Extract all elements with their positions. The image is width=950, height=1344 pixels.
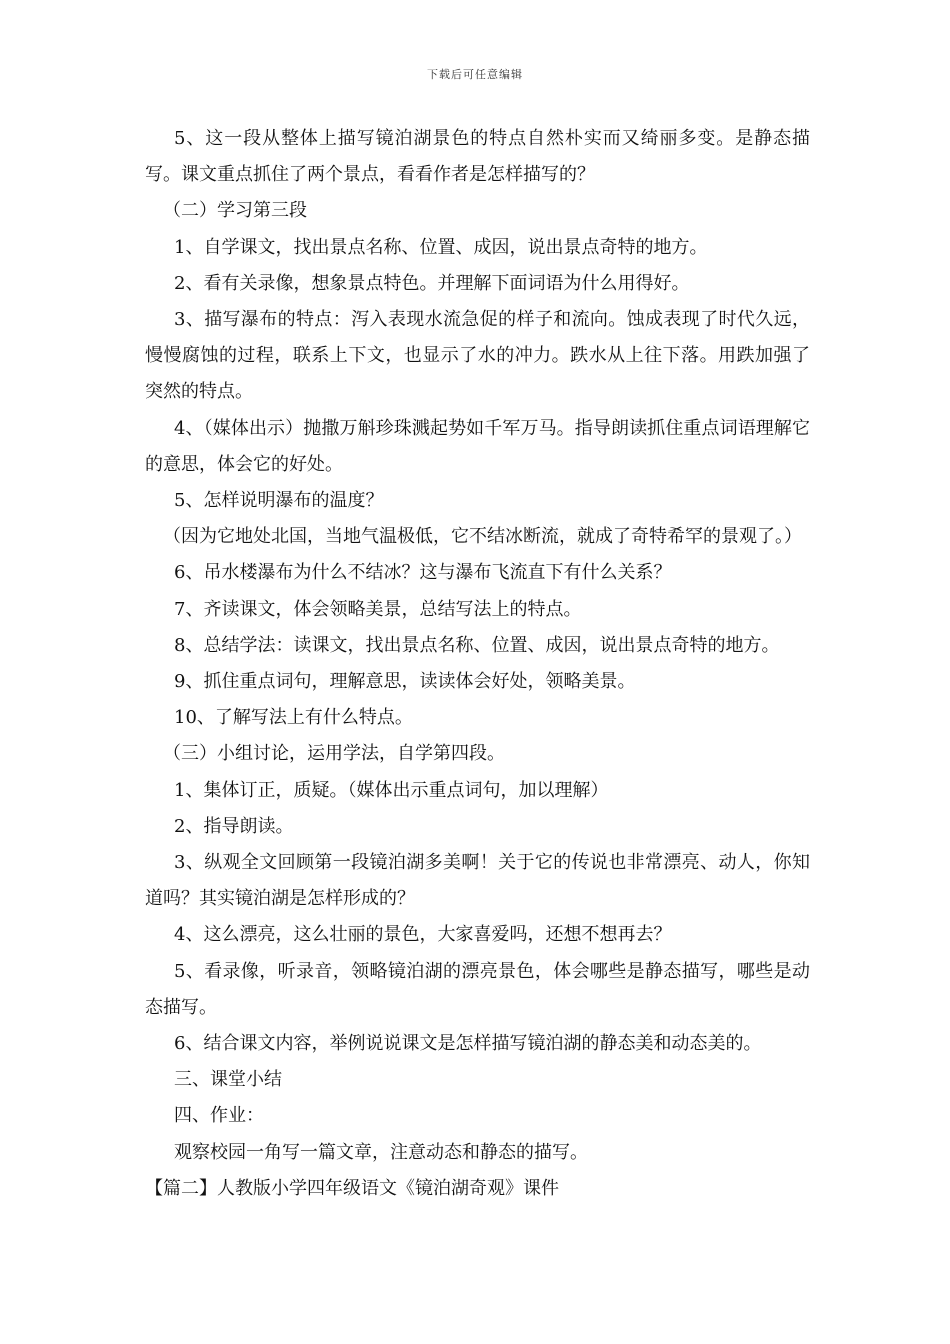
paragraph-9-key-words: 9、抓住重点词句，理解意思，读读体会好处，领略美景。 [174, 671, 636, 693]
document-body [145, 121, 810, 1207]
paragraph-3-review: 3、纵观全文回顾第一段镜泊湖多美啊！关于它的传说也非常漂亮、动人，你知道吗？其实镜泊湖是怎样形成的？ [145, 852, 810, 910]
paragraph-1-self-study: 1、自学课文，找出景点名称、位置、成因，说出景点奇特的地方。 [174, 236, 708, 258]
paragraph-6-examples: 6、结合课文内容，举例说说课文是怎样描写镜泊湖的静态美和动态美的。 [174, 1033, 762, 1055]
paragraph-answer: （因为它地处北国，当地气温极低，它不结冰断流，就成了奇特希罕的景观了。） [163, 526, 802, 548]
section-heading-2: （二）学习第三段 [163, 200, 307, 222]
paragraph-6-question: 6、吊水楼瀑布为什么不结冰？这与瀑布飞流直下有什么关系？ [174, 562, 672, 584]
section-heading-summary: 三、课堂小结 [174, 1069, 282, 1091]
paragraph-5-video: 5、看录像，听录音，领略镜泊湖的漂亮景色，体会哪些是静态描写，哪些是动态描写。 [145, 960, 810, 1018]
paragraph-3-waterfall: 3、描写瀑布的特点：泻入表现水流急促的样子和流向。蚀成表现了时代久远，慢慢腐蚀的过程，联系上下文，也显示了水的冲力。跌水从上往下落。用跌加强了突然的特点。 [145, 309, 810, 403]
paragraph-4-media: 4、（媒体出示）抛撒万斛珍珠溅起势如千军万马。指导朗读抓住重点词语理解它的意思，体会它的好处。 [145, 417, 810, 475]
paragraph-7-read: 7、齐读课文，体会领略美景，总结写法上的特点。 [174, 598, 582, 620]
paragraph-10-writing: 10、了解写法上有什么特点。 [174, 707, 413, 729]
paragraph-5-overview: 5、这一段从整体上描写镜泊湖景色的特点自然朴实而又绮丽多变。是静态描写。课文重点抓住了两个景点，看看作者是怎样描写的？ [145, 128, 810, 186]
paragraph-8-summary: 8、总结学法：读课文，找出景点名称、位置、成因，说出景点奇特的地方。 [174, 634, 780, 656]
page-header-note: 下载后可任意编辑 [427, 68, 523, 81]
paragraph-5-temperature: 5、怎样说明瀑布的温度？ [174, 490, 384, 512]
paragraph-2-video: 2、看有关录像，想象景点特色。并理解下面词语为什么用得好。 [174, 272, 690, 294]
chapter-title-part-2: 【篇二】人教版小学四年级语文《镜泊湖奇观》课件 [145, 1177, 559, 1199]
paragraph-homework-task: 观察校园一角写一篇文章，注意动态和静态的描写。 [174, 1141, 588, 1163]
paragraph-1-correction: 1、集体订正，质疑。（媒体出示重点词句，加以理解） [174, 779, 609, 801]
paragraph-4-scenery: 4、这么漂亮，这么壮丽的景色，大家喜爱吗，还想不想再去？ [174, 924, 672, 946]
paragraph-2-reading: 2、指导朗读。 [174, 815, 294, 837]
section-heading-homework: 四、作业： [174, 1105, 264, 1127]
section-heading-3: （三）小组讨论，运用学法，自学第四段。 [163, 743, 505, 765]
